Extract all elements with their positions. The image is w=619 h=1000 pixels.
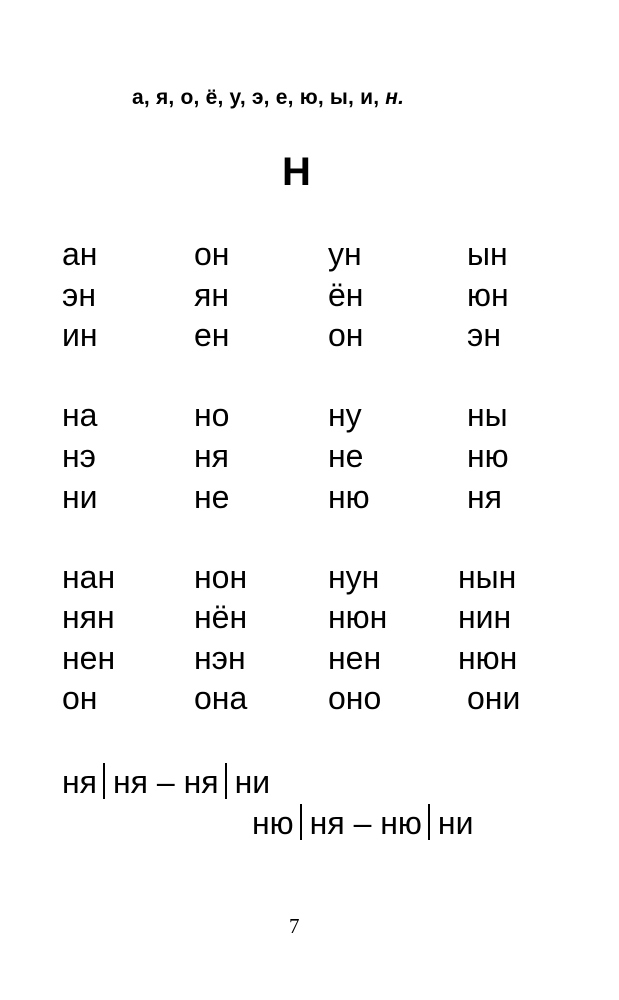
syllable-part: ни	[437, 805, 474, 841]
grid-cell: не	[328, 438, 364, 474]
grid-cell: нэн	[194, 640, 246, 676]
syllable-divider	[428, 804, 430, 840]
grid-cell: ны	[467, 397, 508, 433]
syllable-part: ня – ня	[113, 764, 219, 800]
grid-cell: нян	[62, 599, 115, 635]
grid-cell: ун	[328, 236, 362, 272]
grid-cell: ын	[467, 236, 508, 272]
grid-cell: ню	[467, 438, 509, 474]
grid-cell: ну	[328, 397, 362, 433]
grid-cell: ян	[194, 277, 229, 313]
grid-cell: юн	[467, 277, 509, 313]
grid-cell: нён	[194, 599, 248, 635]
grid-cell: ин	[62, 317, 98, 353]
grid-cell: но	[194, 397, 230, 433]
grid-cell: нын	[458, 559, 517, 595]
grid-cell: ан	[62, 236, 98, 272]
grid-cell: нюн	[458, 640, 518, 676]
syllable-part: ни	[234, 764, 271, 800]
letter-list-header	[132, 86, 404, 110]
syllable-part: ня – ню	[309, 805, 422, 841]
grid-cell: не	[194, 479, 230, 515]
syllable-divider	[225, 763, 227, 799]
grid-cell: оно	[328, 680, 382, 716]
syllable-line-1	[62, 763, 270, 799]
syllable-line-2	[252, 804, 473, 840]
lesson-letter-title: Н	[282, 150, 311, 194]
grid-cell: она	[194, 680, 248, 716]
grid-cell: нен	[328, 640, 382, 676]
syllable-divider	[103, 763, 105, 799]
grid-cell: эн	[467, 317, 501, 353]
grid-cell: нан	[62, 559, 116, 595]
grid-cell: он	[328, 317, 364, 353]
syllable-part: ня	[62, 764, 97, 800]
letter-list: а, я, о, ё, у, э, е, ю, ы, и,	[132, 86, 380, 109]
grid-cell: ни	[62, 479, 98, 515]
grid-cell: они	[467, 680, 521, 716]
grid-cell: ня	[194, 438, 229, 474]
grid-cell: нен	[62, 640, 116, 676]
grid-cell: нун	[328, 559, 380, 595]
grid-cell: ня	[467, 479, 502, 515]
grid-cell: нэ	[62, 438, 96, 474]
page-number: 7	[289, 914, 300, 938]
grid-cell: нюн	[328, 599, 388, 635]
grid-cell: ён	[328, 277, 364, 313]
grid-cell: эн	[62, 277, 96, 313]
grid-cell: ню	[328, 479, 370, 515]
letter-list-highlight: н.	[385, 86, 405, 109]
grid-cell: нон	[194, 559, 248, 595]
grid-cell: ен	[194, 317, 230, 353]
syllable-part: ню	[252, 805, 294, 841]
grid-cell: нин	[458, 599, 512, 635]
grid-cell: на	[62, 397, 98, 433]
syllable-divider	[300, 804, 302, 840]
grid-cell: он	[194, 236, 230, 272]
grid-cell: он	[62, 680, 98, 716]
